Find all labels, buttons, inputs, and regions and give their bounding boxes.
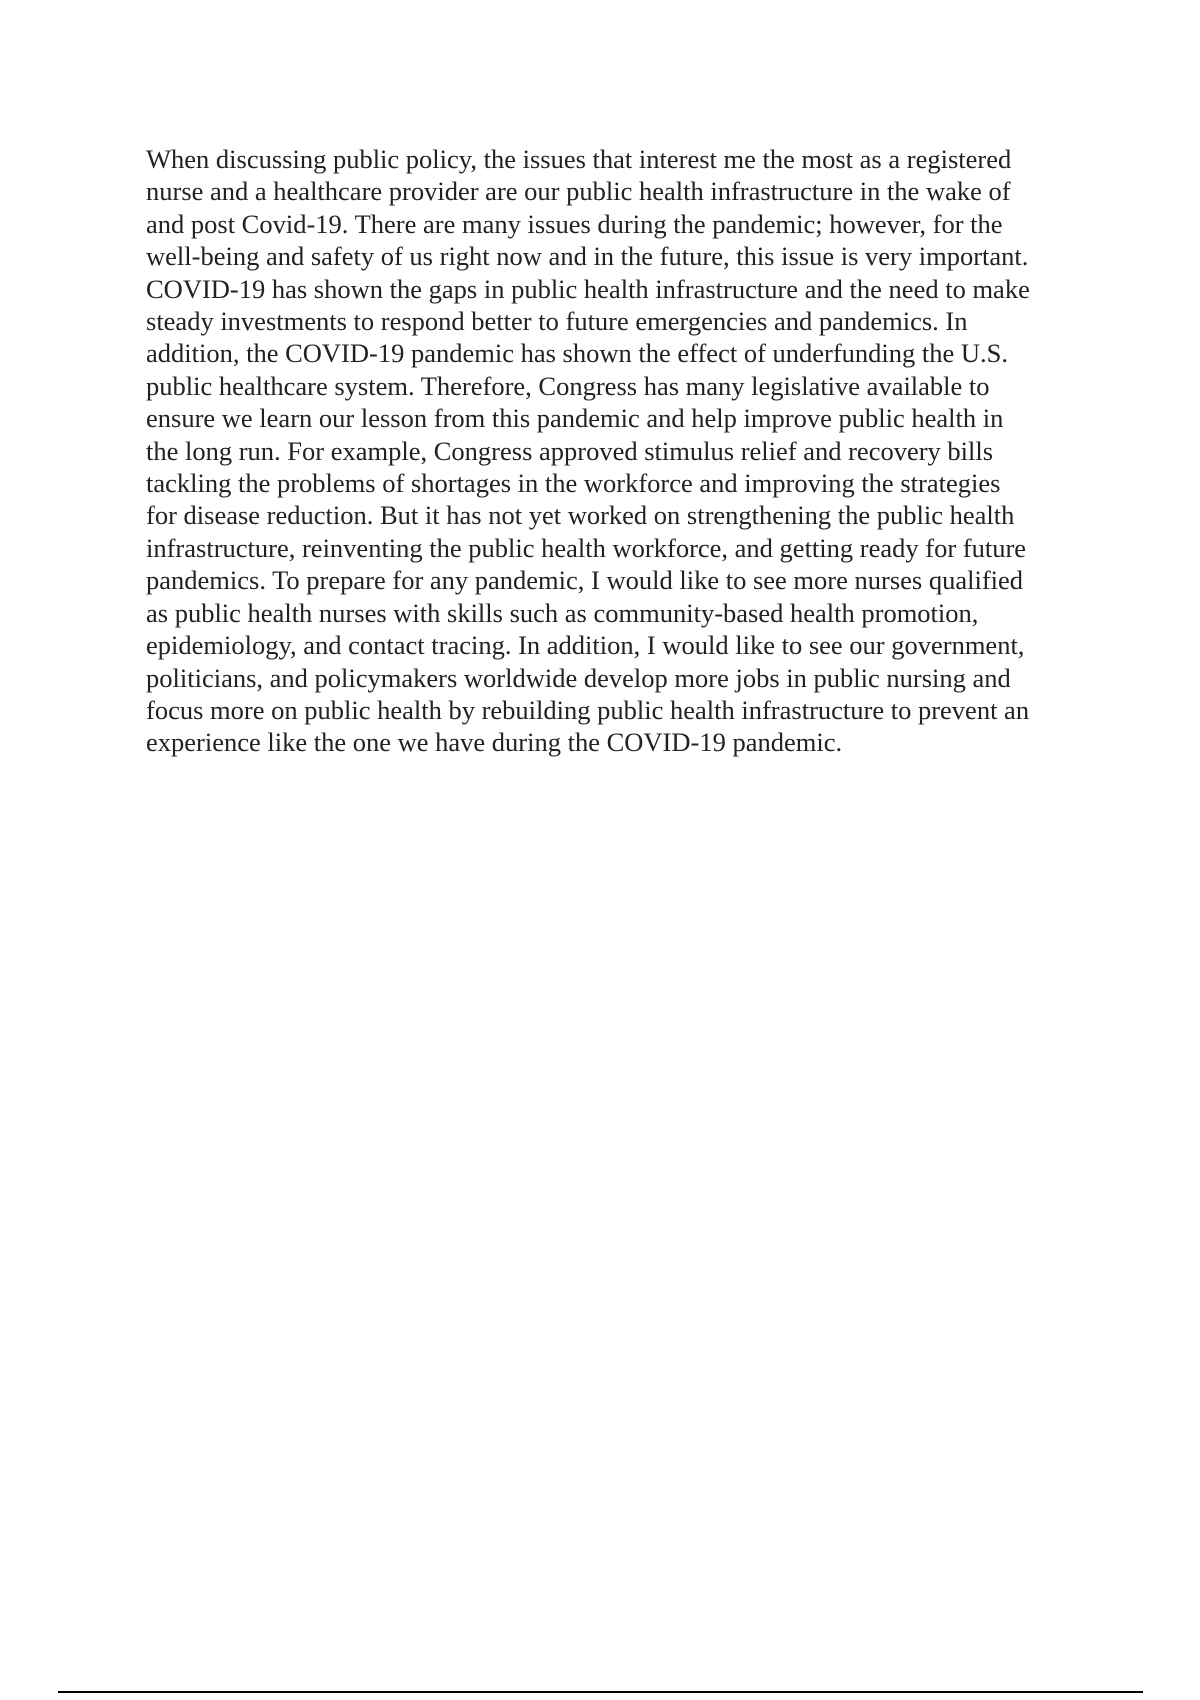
paragraph-line: epidemiology, and contact tracing. In addition, I would like to see our government, bbox=[146, 630, 1025, 661]
paragraph-line: for disease reduction. But it has not yet worked on strengthening the public health bbox=[146, 500, 1015, 531]
paragraph-line: pandemics. To prepare for any pandemic, I would like to see more nurses qualified bbox=[146, 565, 1024, 596]
body-paragraph bbox=[146, 143, 1086, 759]
paragraph-line: and post Covid-19. There are many issues during the pandemic; however, for the bbox=[146, 208, 1003, 239]
paragraph-line: politicians, and policymakers worldwide develop more jobs in public nursing and bbox=[146, 662, 1011, 693]
paragraph-line: the long run. For example, Congress approved stimulus relief and recovery bills bbox=[146, 435, 994, 466]
paragraph-line: COVID-19 has shown the gaps in public health infrastructure and the need to make bbox=[146, 273, 1030, 304]
page-bottom-rule bbox=[58, 1691, 1143, 1693]
paragraph-line: When discussing public policy, the issues that interest me the most as a registered bbox=[146, 144, 1012, 174]
paragraph-line: public healthcare system. Therefore, Congress has many legislative available to bbox=[146, 370, 990, 401]
paragraph-line: focus more on public health by rebuilding public health infrastructure to prevent an bbox=[146, 694, 1030, 725]
paragraph-line: tackling the problems of shortages in the workforce and improving the strategies bbox=[146, 468, 1001, 499]
paragraph-line: addition, the COVID-19 pandemic has shown the effect of underfunding the U.S. bbox=[146, 338, 1009, 369]
paragraph-line: well-being and safety of us right now and in the future, this issue is very important. bbox=[146, 241, 1029, 272]
paragraph-line: ensure we learn our lesson from this pandemic and help improve public health in bbox=[146, 403, 1004, 434]
paragraph-line: nurse and a healthcare provider are our public health infrastructure in the wake of bbox=[146, 176, 1011, 207]
paragraph-line: as public health nurses with skills such as community-based health promotion, bbox=[146, 597, 979, 628]
paragraph-line: infrastructure, reinventing the public health workforce, and getting ready for future bbox=[146, 532, 1027, 563]
paragraph-line: experience like the one we have during the COVID-19 pandemic. bbox=[146, 727, 843, 758]
paragraph-line: steady investments to respond better to future emergencies and pandemics. In bbox=[146, 306, 968, 337]
